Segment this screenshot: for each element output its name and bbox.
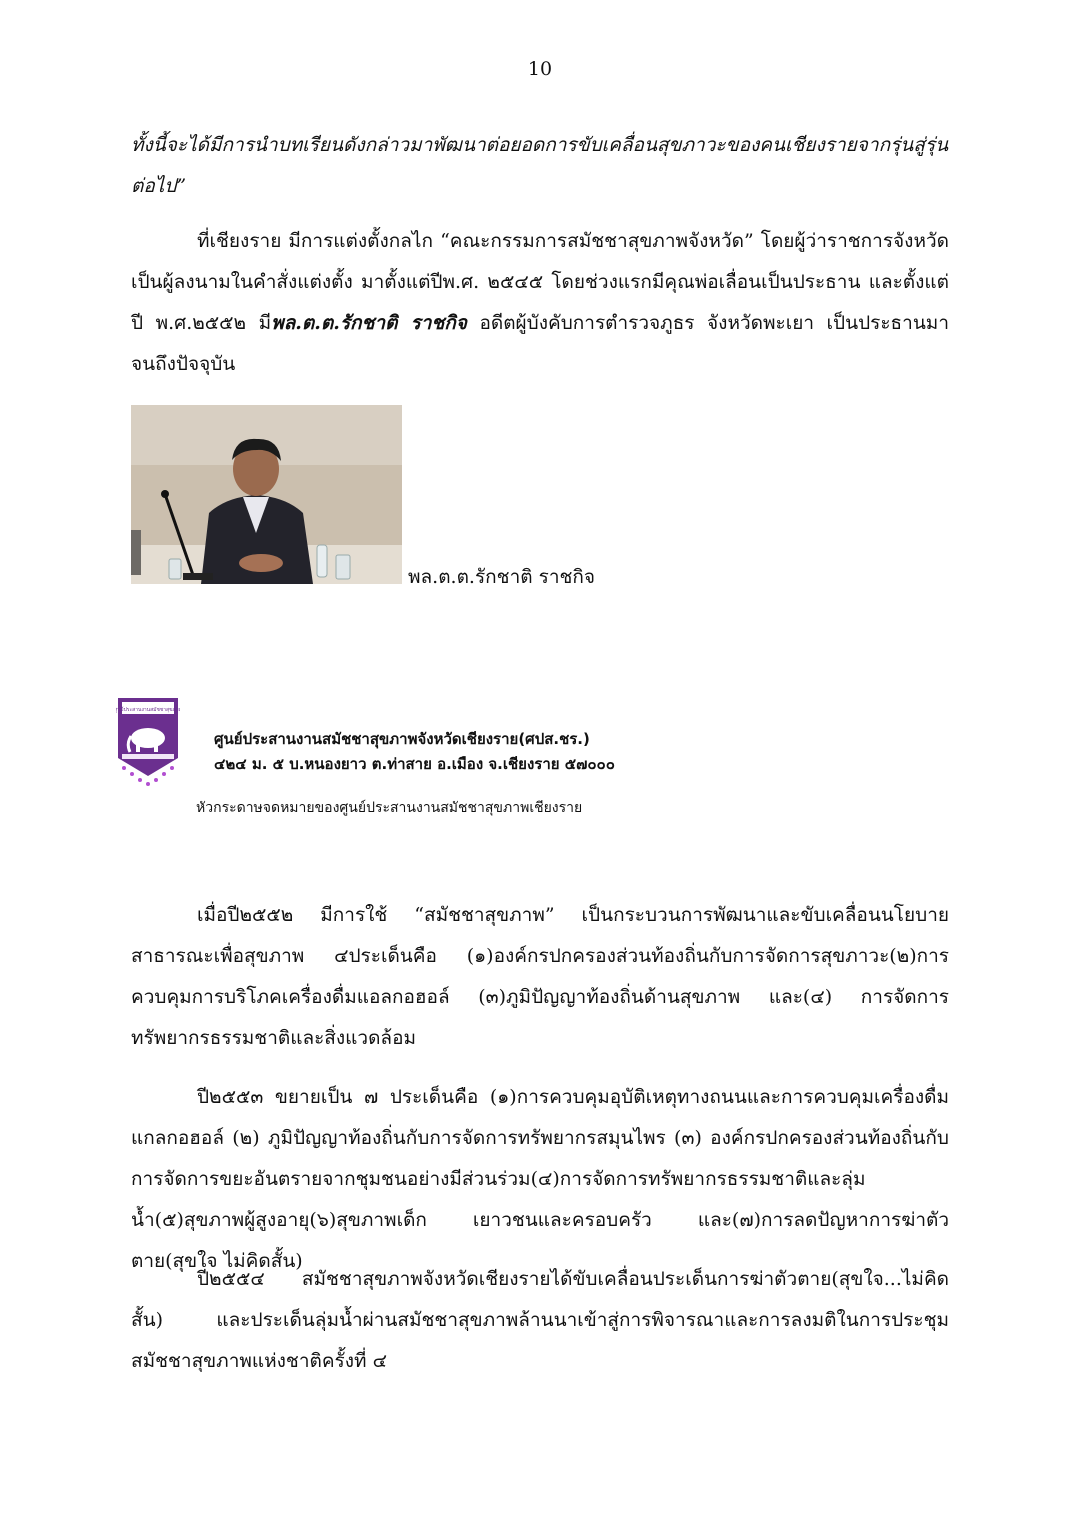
page-number: 10	[527, 58, 553, 80]
paragraph-2554: ปี๒๕๕๔ สมัชชาสุขภาพจังหวัดเชียงรายได้ขับเคลื่อนประเด็นการฆ่าตัวตาย(สุขใจ...ไม่คิดสั้น) และประเด็นลุ่มน้ำผ่านสมัชชาสุขภาพล้านนาเข้าสู่การพิจารณาและการลงมติในการประชุมสมัชชาสุขภาพแห่งชาติครั้งที่ ๔	[131, 1268, 949, 1372]
logo-text: ศูนย์ประสานงานสมัชชาสุขภาพ	[116, 707, 180, 713]
letterhead-address: ๔๒๔ ม. ๕ บ.หนองยาว ต.ท่าสาย อ.เมือง จ.เชียงราย ๕๗๐๐๐	[214, 755, 615, 773]
organization-logo	[116, 696, 180, 788]
paragraph-committee-text: ที่เชียงราย มีการแต่งตั้งกลไก “คณะกรรมการสมัชชาสุขภาพจังหวัด” โดยผู้ว่าราชการจังหวัดเป็นผู้ลงนามในคำสั่งแต่งตั้ง มาตั้งแต่ปีพ.ศ. ๒๕๔๕ โดยช่วงแรกมีคุณพ่อเลื่อนเป็นประธาน และตั้งแต่ ปี พ.ศ.๒๕๕๒ มี	[131, 230, 949, 334]
paragraph-committee-text-end: อดีตผู้บังคับการตำรวจภูธร จังหวัดพะเยา เป็นประธานมาจนถึงปัจจุบัน	[131, 312, 949, 375]
letterhead-title: ศูนย์ประสานงานสมัชชาสุขภาพจังหวัดเชียงราย(ศปส.ชร.)	[214, 730, 590, 748]
letterhead-caption: หัวกระดาษจดหมายของศูนย์ประสานงานสมัชชาสุขภาพเชียงราย	[196, 800, 583, 816]
paragraph-committee	[131, 221, 949, 385]
paragraph-2552: เมื่อปี๒๕๕๒ มีการใช้ “สมัชชาสุขภาพ” เป็นกระบวนการพัฒนาและขับเคลื่อนนโยบายสาธารณะเพื่อสุขภาพ ๔ประเด็นคือ (๑)องค์กรปกครองส่วนท้องถิ่นกับการจัดการสุขภาวะ(๒)การควบคุมการบริโภคเครื่องดื่มแอลกอฮอล์ (๓)ภูมิปัญญาท้องถิ่นด้านสุขภาพ และ(๔) การจัดการทรัพยากรธรรมชาติและสิ่งแวดล้อม	[131, 904, 949, 1049]
chairman-name: พล.ต.ต.รักชาติ ราชกิจ	[271, 312, 467, 334]
paragraph-2553: ปี๒๕๕๓ ขยายเป็น ๗ ประเด็นคือ (๑)การควบคุมอุบัติเหตุทางถนนและการควบคุมเครื่องดื่มแกลกอฮอล์ (๒) ภูมิปัญญาท้องถิ่นกับการจัดการทรัพยากรสมุนไพร (๓) องค์กรปกครองส่วนท้องถิ่นกับการจัดการขยะอันตรายจากชุมชนอย่างมีส่วนร่วม(๔)การจัดการทรัพยากรธรรมชาติและลุ่มน้ำ(๕)สุขภาพผู้สูงอายุ(๖)สุขภาพเด็ก เยาวชนและครอบครัว และ(๗)การลดปัญหาการฆ่าตัวตาย(สุขใจ ไม่คิดสั้น)	[131, 1086, 949, 1272]
chairman-photo	[131, 405, 402, 584]
photo-caption: พล.ต.ต.รักชาติ ราชกิจ	[408, 566, 596, 588]
paragraph-quote-end: ทั้งนี้จะได้มีการนำบทเรียนดังกล่าวมาพัฒนาต่อยอดการขับเคลื่อนสุขภาวะของคนเชียงรายจากรุ่นสู่รุ่นต่อไป”	[131, 134, 949, 197]
